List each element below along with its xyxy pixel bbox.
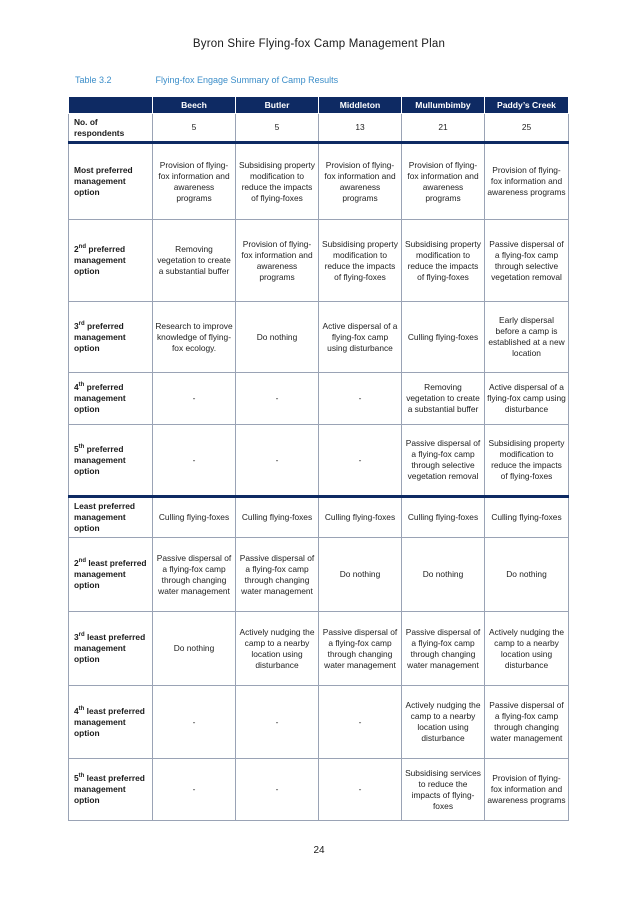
- table-cell: Subsidising property modification to reduce the impacts of flying-foxes: [485, 425, 569, 497]
- table-caption: [75, 75, 338, 85]
- table-cell: Provision of flying-fox information and awareness programs: [236, 220, 319, 302]
- row-label: 5th preferred management option: [69, 425, 153, 497]
- table-row: [69, 425, 569, 497]
- table-cell: Culling flying-foxes: [153, 497, 236, 538]
- table-cell: -: [153, 759, 236, 821]
- row-label: 4th preferred management option: [69, 373, 153, 425]
- table-cell: Actively nudging the camp to a nearby location using disturbance: [402, 686, 485, 759]
- row-label: No. of respondents: [69, 114, 153, 143]
- table-cell: Provision of flying-fox information and awareness programs: [402, 143, 485, 220]
- table-row: [69, 612, 569, 686]
- table-cell: Actively nudging the camp to a nearby location using disturbance: [485, 612, 569, 686]
- table-cell: Subsidising property modification to reduce the impacts of flying-foxes: [402, 220, 485, 302]
- table-cell: Removing vegetation to create a substantial buffer: [402, 373, 485, 425]
- table-row: [69, 143, 569, 220]
- table-cell: Actively nudging the camp to a nearby location using disturbance: [236, 612, 319, 686]
- table-header-row: [69, 97, 569, 114]
- table-number: Table 3.2: [75, 75, 112, 85]
- table-cell: Passive dispersal of a flying-fox camp through changing water management: [485, 686, 569, 759]
- table-cell: Culling flying-foxes: [236, 497, 319, 538]
- table-cell: 21: [402, 114, 485, 143]
- table-cell: -: [153, 425, 236, 497]
- table-cell: Research to improve knowledge of flying-fox ecology.: [153, 302, 236, 373]
- table-row: [69, 497, 569, 538]
- table-cell: -: [153, 373, 236, 425]
- table-cell: Passive dispersal of a flying-fox camp through selective vegetation removal: [485, 220, 569, 302]
- table-cell: 13: [319, 114, 402, 143]
- row-label: 5th least preferred management option: [69, 759, 153, 821]
- table-cell: Passive dispersal of a flying-fox camp through changing water management: [402, 612, 485, 686]
- table-row: [69, 302, 569, 373]
- table-cell: Passive dispersal of a flying-fox camp through changing water management: [236, 538, 319, 612]
- table-cell: Provision of flying-fox information and awareness programs: [485, 759, 569, 821]
- table-cell: Subsidising property modification to reduce the impacts of flying-foxes: [236, 143, 319, 220]
- table-cell: Culling flying-foxes: [402, 497, 485, 538]
- table-cell: Provision of flying-fox information and awareness programs: [153, 143, 236, 220]
- row-label: Least preferred management option: [69, 497, 153, 538]
- table-cell: Culling flying-foxes: [485, 497, 569, 538]
- column-header: Middleton: [319, 97, 402, 114]
- page-number: 24: [313, 845, 325, 856]
- table-row: [69, 759, 569, 821]
- row-label: 3rd preferred management option: [69, 302, 153, 373]
- column-header: Mullumbimby: [402, 97, 485, 114]
- table-cell: -: [319, 373, 402, 425]
- table-cell: Do nothing: [485, 538, 569, 612]
- table-title: Flying-fox Engage Summary of Camp Results: [155, 75, 339, 85]
- table-cell: -: [319, 759, 402, 821]
- table-cell: Do nothing: [319, 538, 402, 612]
- table-cell: -: [319, 425, 402, 497]
- table-row: [69, 538, 569, 612]
- table-cell: Do nothing: [236, 302, 319, 373]
- row-label: 4th least preferred management option: [69, 686, 153, 759]
- table-cell: Culling flying-foxes: [402, 302, 485, 373]
- table-cell: Provision of flying-fox information and awareness programs: [319, 143, 402, 220]
- table-cell: Passive dispersal of a flying-fox camp through changing water management: [153, 538, 236, 612]
- row-label: 2nd preferred management option: [69, 220, 153, 302]
- row-label: 3rd least preferred management option: [69, 612, 153, 686]
- table-cell: Do nothing: [153, 612, 236, 686]
- table-cell: Passive dispersal of a flying-fox camp through changing water management: [319, 612, 402, 686]
- camp-results-table: [68, 96, 569, 821]
- table-cell: 5: [153, 114, 236, 143]
- row-label: Most preferred management option: [69, 143, 153, 220]
- table-cell: Active dispersal of a flying-fox camp using disturbance: [485, 373, 569, 425]
- table-cell: -: [153, 686, 236, 759]
- row-label: 2nd least preferred management option: [69, 538, 153, 612]
- table-cell: Subsidising services to reduce the impacts of flying-foxes: [402, 759, 485, 821]
- table-cell: Provision of flying-fox information and awareness programs: [485, 143, 569, 220]
- table-cell: Subsidising property modification to reduce the impacts of flying-foxes: [319, 220, 402, 302]
- table-cell: -: [236, 759, 319, 821]
- table-cell: Passive dispersal of a flying-fox camp through selective vegetation removal: [402, 425, 485, 497]
- table-cell: 25: [485, 114, 569, 143]
- table-cell: Removing vegetation to create a substantial buffer: [153, 220, 236, 302]
- document-header-title: Byron Shire Flying-fox Camp Management Plan: [192, 38, 446, 50]
- table-cell: -: [236, 425, 319, 497]
- table-cell: 5: [236, 114, 319, 143]
- column-header: Beech: [153, 97, 236, 114]
- table-cell: Culling flying-foxes: [319, 497, 402, 538]
- table-row: [69, 220, 569, 302]
- table-cell: Do nothing: [402, 538, 485, 612]
- table-row: [69, 373, 569, 425]
- table-cell: -: [319, 686, 402, 759]
- table-row: [69, 686, 569, 759]
- column-header: Paddy’s Creek: [485, 97, 569, 114]
- table-row: [69, 114, 569, 143]
- column-header: Butler: [236, 97, 319, 114]
- table-cell: Early dispersal before a camp is established at a new location: [485, 302, 569, 373]
- table-cell: -: [236, 686, 319, 759]
- header-corner: [69, 97, 153, 114]
- table-cell: Active dispersal of a flying-fox camp using disturbance: [319, 302, 402, 373]
- table-cell: -: [236, 373, 319, 425]
